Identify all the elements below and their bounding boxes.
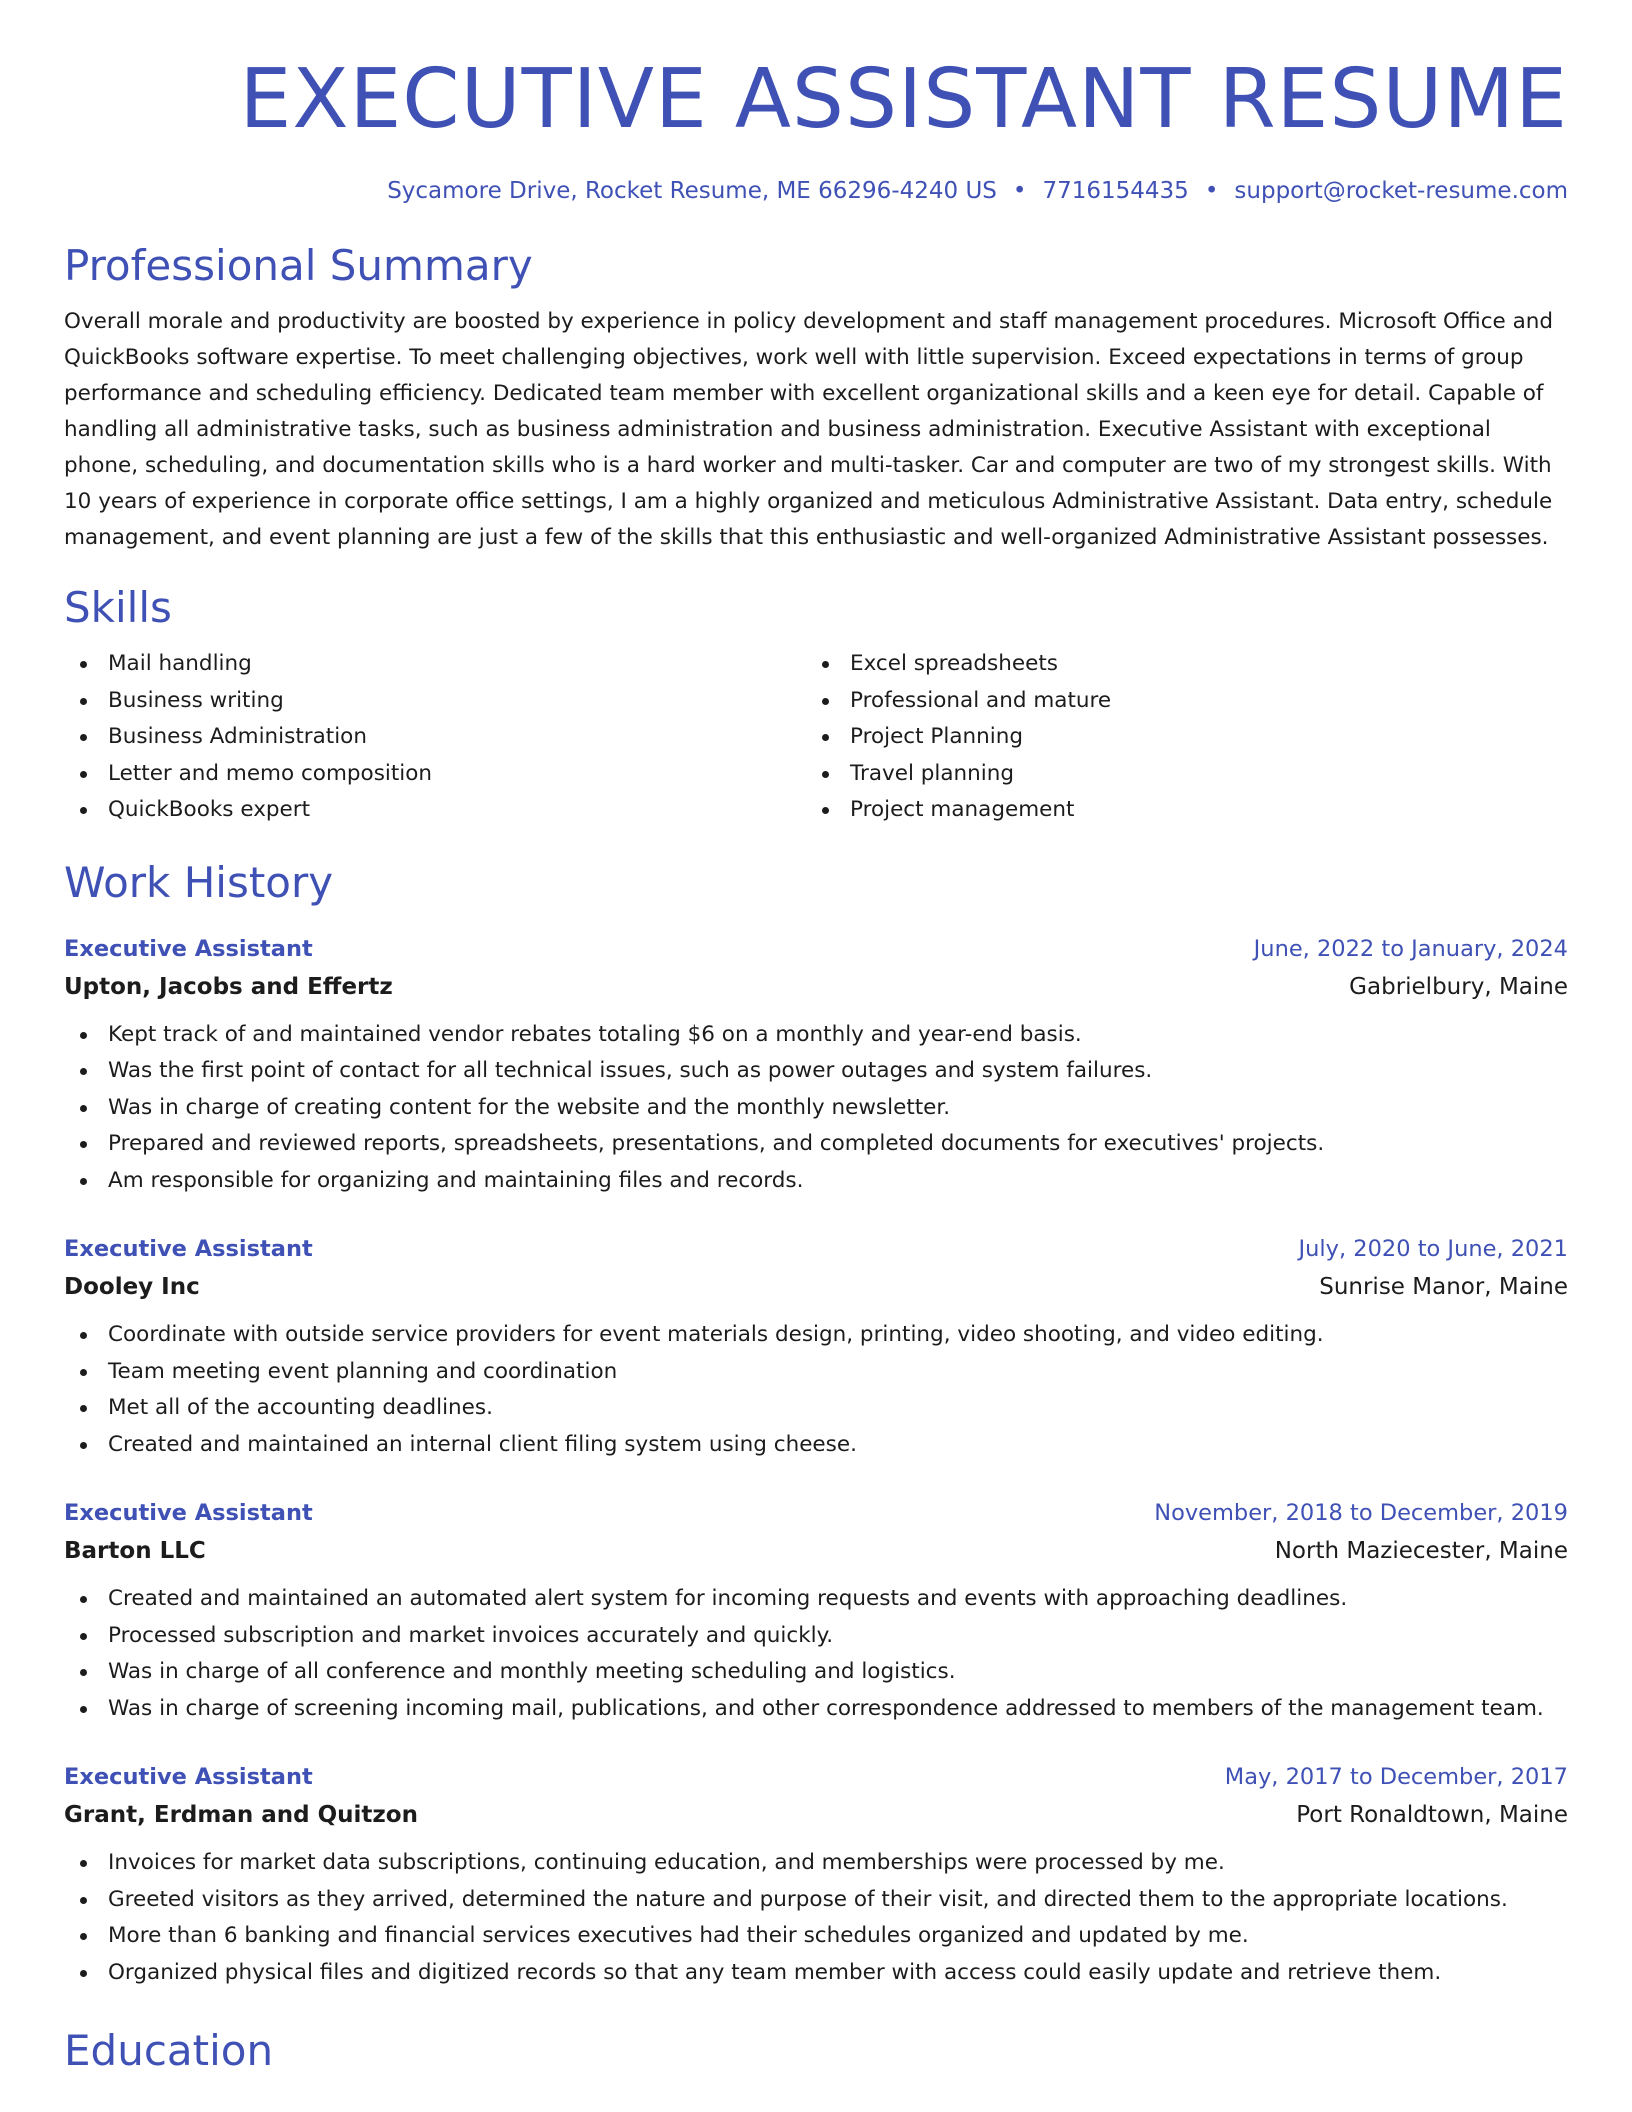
job-duties xyxy=(64,1581,1568,1727)
job-company-row xyxy=(64,967,1568,1007)
skills-section xyxy=(64,582,1568,829)
contact-phone: 7716154435 xyxy=(1042,178,1189,204)
job-duties xyxy=(64,1017,1568,1200)
skills-columns xyxy=(64,646,1568,829)
job-header-row xyxy=(64,931,1568,967)
resume-title: EXECUTIVE ASSISTANT RESUME xyxy=(239,52,1568,147)
education-heading: Education xyxy=(64,2026,274,2075)
job-entry xyxy=(64,1231,1568,1463)
job-title: Executive Assistant xyxy=(64,935,313,962)
job-title: Executive Assistant xyxy=(64,1500,313,1526)
skill-item: Letter and memo composition xyxy=(64,756,806,793)
job-header-row xyxy=(64,1231,1568,1267)
job-duties xyxy=(64,1845,1568,1991)
job-company-row xyxy=(64,1267,1568,1307)
contact-separator: • xyxy=(1204,178,1219,204)
skill-item: QuickBooks expert xyxy=(64,792,806,829)
skills-left-column xyxy=(64,646,806,829)
contact-address: Sycamore Drive, Rocket Resume, ME 66296-4240 US xyxy=(387,178,997,204)
job-company: Barton LLC xyxy=(64,1538,206,1564)
job-header-row xyxy=(64,1759,1568,1795)
skill-item: Mail handling xyxy=(64,646,806,683)
skill-item: Business writing xyxy=(64,683,806,720)
summary-heading: Professional Summary xyxy=(64,241,533,290)
skill-item: Business Administration xyxy=(64,719,806,756)
job-duty: Created and maintained an internal client filing system using cheese. xyxy=(64,1427,1568,1464)
job-entry xyxy=(64,1495,1568,1727)
job-duty: Organized physical files and digitized records so that any team member with access could easily update and retrieve them. xyxy=(64,1955,1568,1992)
job-location: Port Ronaldtown, Maine xyxy=(1296,1802,1568,1828)
skill-item: Project management xyxy=(806,792,1548,829)
job-title: Executive Assistant xyxy=(64,1236,313,1262)
summary-section xyxy=(64,240,1568,556)
skill-item: Professional and mature xyxy=(806,683,1548,720)
job-company: Grant, Erdman and Quitzon xyxy=(64,1802,418,1828)
job-entry xyxy=(64,1759,1568,1991)
resume-header xyxy=(64,0,1568,204)
summary-text: Overall morale and productivity are boosted by experience in policy development and staff management procedures. Microsoft Office and QuickBooks software expertise. To meet challenging objectives, work well with little supervision. Exceed expectations in terms of group performance and scheduling efficiency. Dedicated team member with excellent organizational skills and a keen eye for detail. Capable of handling all administrative tasks, such as business administration and business administration. Executive Assistant with exceptional phone, scheduling, and documentation skills who is a hard worker and multi-tasker. Car and computer are two of my strongest skills. With 10 years of experience in corporate office settings, I am a highly organized and meticulous Administrative Assistant. Data entry, schedule management, and event planning are just a few of the skills that this enthusiastic and well-organized Administrative Assistant possesses. xyxy=(64,309,1554,550)
work-history-heading: Work History xyxy=(64,857,334,907)
skills-right-column xyxy=(806,646,1548,829)
job-duty: Am responsible for organizing and maintaining files and records. xyxy=(64,1163,1568,1200)
job-duty: Was in charge of all conference and monthly meeting scheduling and logistics. xyxy=(64,1654,1568,1691)
job-entry xyxy=(64,931,1568,1200)
skill-item: Travel planning xyxy=(806,756,1548,793)
job-duty: Was in charge of creating content for the website and the monthly newsletter. xyxy=(64,1090,1568,1127)
resume-page xyxy=(64,0,1568,2077)
education-section xyxy=(64,2025,1568,2077)
work-history-section xyxy=(64,857,1568,1992)
job-duty: Coordinate with outside service providers for event materials design, printing, video shooting, and video editing. xyxy=(64,1317,1568,1354)
job-location: Sunrise Manor, Maine xyxy=(1319,1274,1568,1300)
job-company: Upton, Jacobs and Effertz xyxy=(64,973,393,1000)
job-duty: Processed subscription and market invoices accurately and quickly. xyxy=(64,1618,1568,1655)
job-dates: July, 2020 to June, 2021 xyxy=(1298,1236,1568,1262)
contact-email: support@rocket-resume.com xyxy=(1234,178,1568,204)
job-duty: Kept track of and maintained vendor rebates totaling $6 on a monthly and year-end basis. xyxy=(64,1017,1568,1054)
job-location: Gabrielbury, Maine xyxy=(1349,973,1568,1000)
contact-separator: • xyxy=(1012,178,1027,204)
job-title: Executive Assistant xyxy=(64,1764,313,1790)
job-duty: Created and maintained an automated alert system for incoming requests and events with approaching deadlines. xyxy=(64,1581,1568,1618)
job-duty: Invoices for market data subscriptions, continuing education, and memberships were processed by me. xyxy=(64,1845,1568,1882)
job-duty: Was the first point of contact for all technical issues, such as power outages and system failures. xyxy=(64,1053,1568,1090)
job-duty: Was in charge of screening incoming mail, publications, and other correspondence addressed to members of the management team. xyxy=(64,1691,1568,1728)
job-dates: May, 2017 to December, 2017 xyxy=(1224,1764,1568,1790)
job-duty: Greeted visitors as they arrived, determined the nature and purpose of their visit, and directed them to the appropriate locations. xyxy=(64,1882,1568,1919)
job-duty: Met all of the accounting deadlines. xyxy=(64,1390,1568,1427)
job-duty: Prepared and reviewed reports, spreadsheets, presentations, and completed documents for executives' projects. xyxy=(64,1126,1568,1163)
job-dates: June, 2022 to January, 2024 xyxy=(1253,935,1568,962)
job-company-row xyxy=(64,1795,1568,1835)
job-duty: More than 6 banking and financial services executives had their schedules organized and updated by me. xyxy=(64,1918,1568,1955)
skills-heading: Skills xyxy=(64,583,172,632)
job-location: North Maziecester, Maine xyxy=(1274,1538,1568,1564)
skill-item: Project Planning xyxy=(806,719,1548,756)
job-duties xyxy=(64,1317,1568,1463)
contact-line xyxy=(64,178,1568,204)
job-duty: Team meeting event planning and coordination xyxy=(64,1354,1568,1391)
skill-item: Excel spreadsheets xyxy=(806,646,1548,683)
job-header-row xyxy=(64,1495,1568,1531)
job-company-row xyxy=(64,1531,1568,1571)
job-company: Dooley Inc xyxy=(64,1274,200,1300)
job-dates: November, 2018 to December, 2019 xyxy=(1154,1500,1568,1526)
